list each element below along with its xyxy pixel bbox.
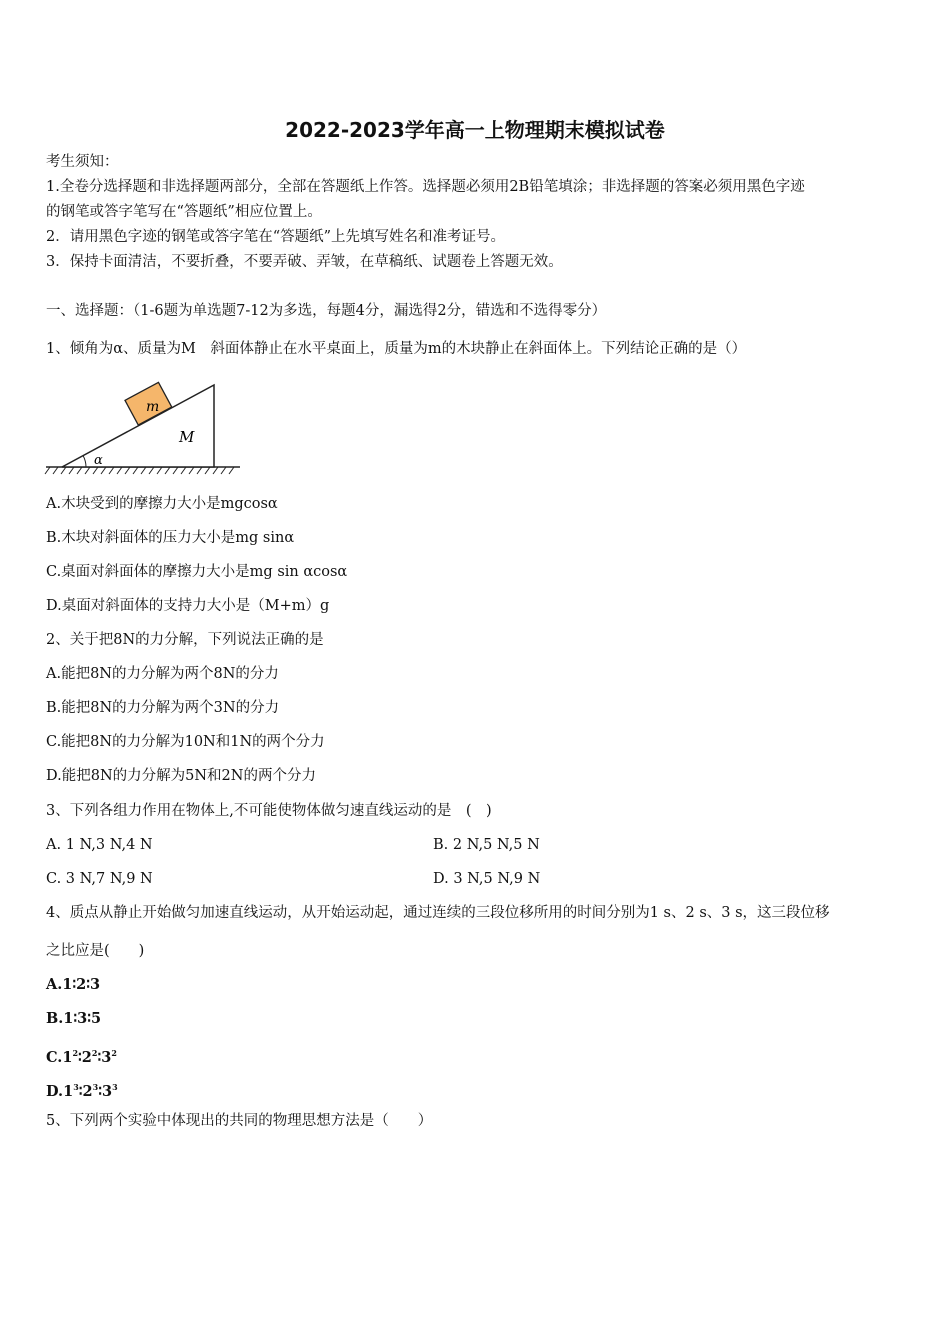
q1-option-c: C.桌面对斜面体的摩擦力大小是mg sin αcosα <box>46 564 348 580</box>
q4-option-b: B.1∶3∶5 <box>46 1010 102 1027</box>
notice-item-3: 3．保持卡面清洁，不要折叠，不要弄破、弄皱，在草稿纸、试题卷上答题无效。 <box>46 254 563 270</box>
question-4-stem-cont: 之比应是( ) <box>46 943 145 959</box>
q3-option-d: D. 3 N,5 N,9 N <box>433 871 541 887</box>
question-4-stem: 4、质点从静止开始做匀加速直线运动，从开始运动起，通过连续的三段位移所用的时间分别为1 s、2 s、3 s，这三段位移 <box>46 905 830 921</box>
q2-option-a: A.能把8N的力分解为两个8N的分力 <box>46 666 279 682</box>
q4-option-d: $D.1^3∶2^3∶3^3$ <box>46 1082 118 1100</box>
q3-option-a: A. 1 N,3 N,4 N <box>46 837 153 853</box>
q4-option-c: $C.1^2∶2^2∶3^2$ <box>46 1048 117 1066</box>
question-2-stem: 2、关于把8N的力分解，下列说法正确的是 <box>46 632 324 648</box>
q2-option-b: B.能把8N的力分解为两个3N的分力 <box>46 700 280 716</box>
section-heading: 一、选择题：（1-6题为单选题7-12为多选，每题4分，漏选得2分，错选和不选得零分） <box>46 303 607 319</box>
incline-diagram <box>44 378 244 478</box>
notice-item-1: 1.全卷分选择题和非选择题两部分，全部在答题纸上作答。选择题必须用2B铅笔填涂；非选择题的答案必须用黑色字迹 <box>46 179 805 195</box>
question-3-stem: 3、下列各组力作用在物体上,不可能使物体做匀速直线运动的是 ( ) <box>46 803 492 819</box>
notice-item-2: 2．请用黑色字迹的钢笔或答字笔在“答题纸”上先填写姓名和准考证号。 <box>46 229 506 245</box>
ground-hatching <box>45 467 234 474</box>
page-title: 2022-2023学年高一上物理期末模拟试卷 <box>285 118 665 142</box>
q2-option-d: D.能把8N的力分解为5N和2N的两个分力 <box>46 768 316 784</box>
question-5-stem: 5、下列两个实验中体现出的共同的物理思想方法是（ ） <box>46 1113 433 1129</box>
q2-option-c: C.能把8N的力分解为10N和1N的两个分力 <box>46 734 325 750</box>
q1-option-d: D.桌面对斜面体的支持力大小是（M+m）g <box>46 598 330 614</box>
q3-option-c: C. 3 N,7 N,9 N <box>46 871 153 887</box>
notice-item-1-cont: 的钢笔或答字笔写在“答题纸”相应位置上。 <box>46 204 322 220</box>
question-1-stem: 1、倾角为α、质量为M 斜面体静止在水平桌面上，质量为m的木块静止在斜面体上。下列结论正确的是（） <box>46 341 747 357</box>
incline-label: M <box>179 428 195 446</box>
incline-figure <box>44 378 244 478</box>
notice-heading: 考生须知： <box>46 154 119 170</box>
q1-option-b: B.木块对斜面体的压力大小是mg sinα <box>46 530 295 546</box>
q1-option-a: A.木块受到的摩擦力大小是mgcosα <box>46 496 278 512</box>
angle-label: α <box>94 453 103 468</box>
q3-option-b: B. 2 N,5 N,5 N <box>433 837 540 853</box>
q4-option-a: A.1∶2∶3 <box>46 976 101 993</box>
block-label: m <box>146 399 160 415</box>
